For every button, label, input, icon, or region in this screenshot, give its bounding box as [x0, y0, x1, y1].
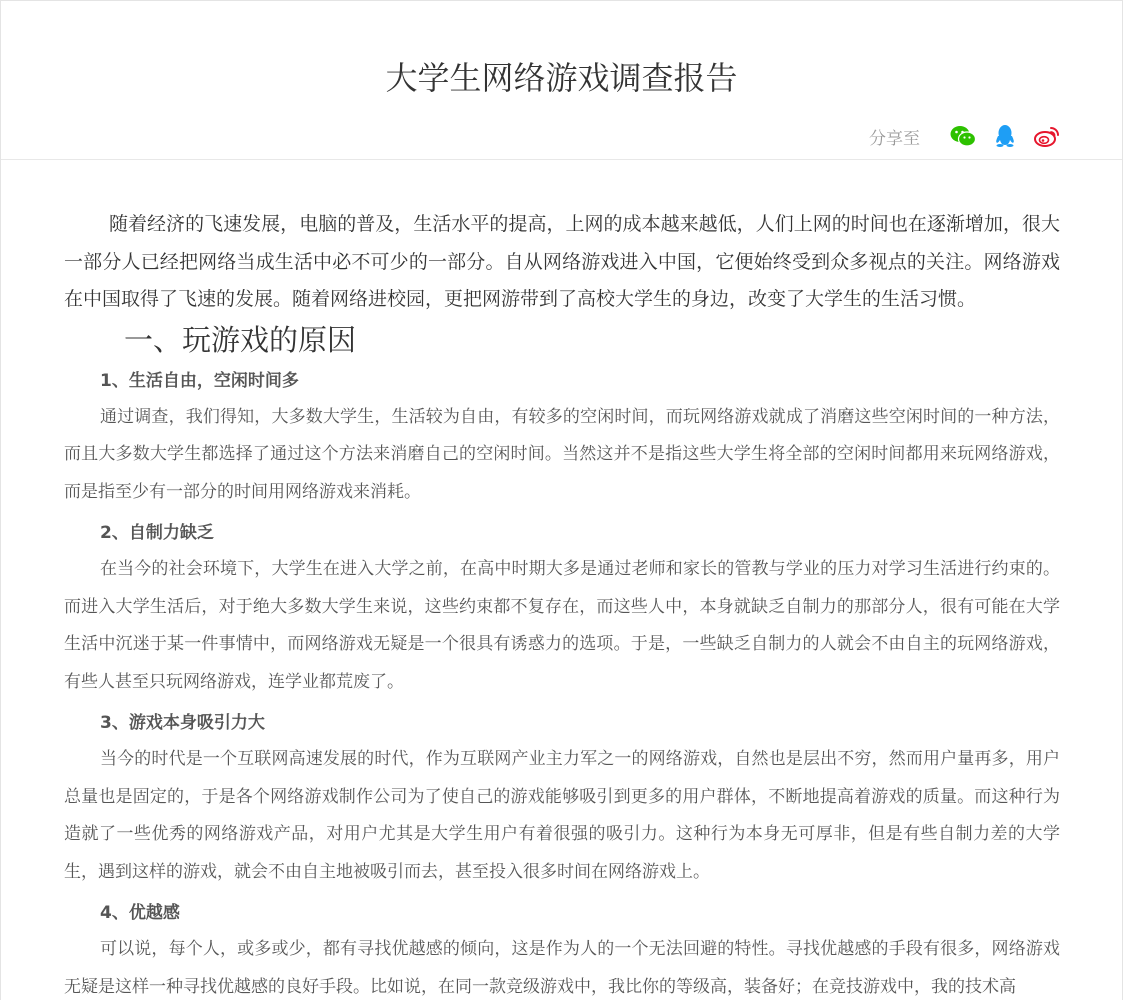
- subsection-heading: 4、优越感: [100, 903, 180, 923]
- paragraph: 通过调查，我们得知，大多数大学生，生活较为自由，有较多的空闲时间，而玩网络游戏就成了消磨这些空闲时间的一种方法，而且大多数大学生都选择了通过这个方法来消磨自己的空闲时间。当然这并不是指这些大学生将全部的空闲时间都用来玩网络游戏，而是指至少有一部分的时间用网络游戏来消耗。: [64, 406, 1060, 502]
- qq-icon[interactable]: [992, 123, 1018, 149]
- share-label: 分享至: [869, 128, 920, 149]
- weibo-icon[interactable]: [1034, 123, 1060, 149]
- paragraph: 当今的时代是一个互联网高速发展的时代，作为互联网产业主力军之一的网络游戏，自然也是层出不穷，然而用户量再多，用户总量也是固定的，于是各个网络游戏制作公司为了使自己的游戏能够吸引到更多的用户群体，不断地提高着游戏的质量。而这种行为造就了一些优秀的网络游戏产品，对用户尤其是大学生用户有着很强的吸引力。这种行为本身无可厚非，但是有些自制力差的大学生，遇到这样的游戏，就会不由自主地被吸引而去，甚至投入很多时间在网络游戏上。: [64, 749, 1060, 882]
- subsection-heading: 3、游戏本身吸引力大: [100, 713, 265, 733]
- section-heading: 一、玩游戏的原因: [124, 322, 357, 357]
- paragraph: 可以说，每个人，或多或少，都有寻找优越感的倾向，这是作为人的一个无法回避的特性。寻找优越感的手段有很多，网络游戏无疑是这样一种寻找优越感的良好手段。比如说，在同一款竞级游戏中，我比你的等级高，装备好；在竞技游戏中，我的技术高: [64, 939, 1060, 997]
- subsection-heading: 2、自制力缺乏: [100, 523, 214, 543]
- subsection-heading: 1、生活自由，空闲时间多: [100, 370, 299, 391]
- share-bar: [869, 122, 1060, 150]
- paragraph: 在当今的社会环境下，大学生在进入大学之前，在高中时期大多是通过老师和家长的管教与学业的压力对学习生活进行约束的。而进入大学生活后，对于绝大多数大学生来说，这些约束都不复存在，而这些人中，本身就缺乏自制力的那部分人，很有可能在大学生活中沉迷于某一件事情中，而网络游戏无疑是一个很具有诱惑力的选项。于是，一些缺乏自制力的人就会不由自主的玩网络游戏，有些人甚至只玩网络游戏，连学业都荒废了。: [64, 559, 1060, 692]
- article-body: [1, 206, 1122, 1000]
- intro-paragraph: 随着经济的飞速发展，电脑的普及，生活水平的提高，上网的成本越来越低，人们上网的时间也在逐渐增加，很大一部分人已经把网络当成生活中必不可少的一部分。自从网络游戏进入中国，它便始终受到众多视点的关注。网络游戏在中国取得了飞速的发展。随着网络进校园，更把网游带到了高校大学生的身边，改变了大学生的生活习惯。: [64, 213, 1060, 310]
- wechat-icon[interactable]: [950, 123, 976, 149]
- article-header: [1, 1, 1122, 160]
- page-title: 大学生网络游戏调查报告: [385, 59, 738, 97]
